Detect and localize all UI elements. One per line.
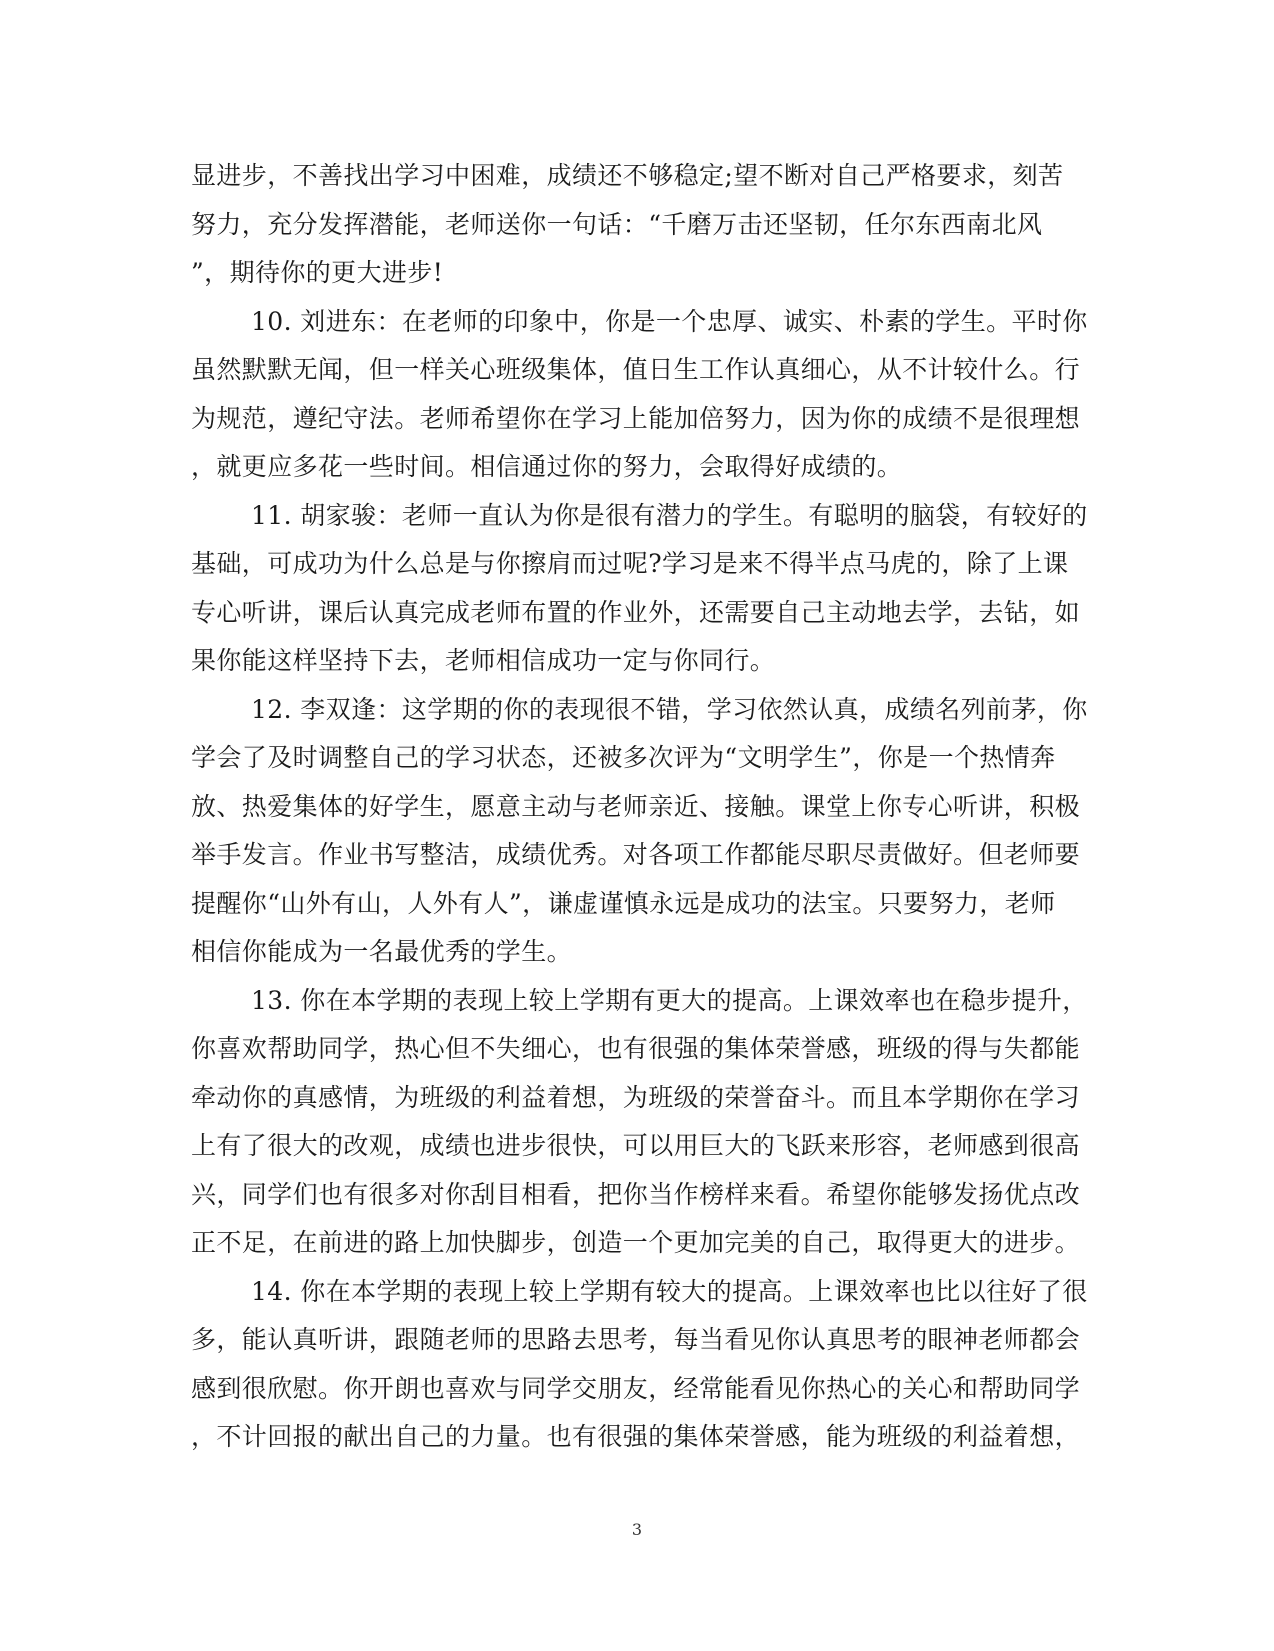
paragraph-start-line: 14. 你在本学期的表现上较上学期有较大的提高。上课效率也比以往好了很 — [251, 1276, 1088, 1306]
page-number: 3 — [631, 1520, 643, 1539]
paragraph-start-line: 10. 刘进东：在老师的印象中，你是一个忠厚、诚实、朴素的学生。平时你 — [251, 306, 1088, 336]
text-line: 多，能认真听讲，跟随老师的思路去思考，每当看见你认真思考的眼神老师都会 — [191, 1325, 1081, 1354]
text-line: 你喜欢帮助同学，热心但不失细心，也有很强的集体荣誉感，班级的得与失都能 — [191, 1034, 1081, 1063]
text-line: 果你能这样坚持下去，老师相信成功一定与你同行。 — [191, 646, 776, 675]
text-line: 努力，充分发挥潜能，老师送你一句话：“千磨万击还坚韧，任尔东西南北风 — [191, 209, 1043, 239]
paragraph-start-line: 11. 胡家骏：老师一直认为你是很有潜力的学生。有聪明的脑袋，有较好的 — [251, 500, 1088, 530]
text-line: 学会了及时调整自己的学习状态，还被多次评为“文明学生”，你是一个热情奔 — [191, 743, 1056, 772]
text-line: 为规范，遵纪守法。老师希望你在学习上能加倍努力，因为你的成绩不是很理想 — [191, 403, 1081, 433]
text-line: ”，期待你的更大进步! — [191, 258, 444, 287]
text-line: 专心听讲，课后认真完成老师布置的作业外，还需要自己主动地去学，去钻，如 — [191, 597, 1081, 627]
text-line: 相信你能成为一名最优秀的学生。 — [191, 937, 573, 966]
paragraph-start-line: 13. 你在本学期的表现上较上学期有更大的提高。上课效率也在稳步提升， — [251, 985, 1088, 1015]
text-line: 虽然默默无闻，但一样关心班级集体，值日生工作认真细心，从不计较什么。行 — [191, 355, 1081, 384]
text-line: ，不计回报的献出自己的力量。也有很强的集体荣誉感，能为班级的利益着想， — [191, 1422, 1081, 1451]
body-text — [191, 152, 1088, 1462]
text-line: 感到很欣慰。你开朗也喜欢与同学交朋友，经常能看见你热心的关心和帮助同学 — [191, 1373, 1081, 1403]
paragraph-start-line: 12. 李双逢：这学期的你的表现很不错，学习依然认真，成绩名列前茅，你 — [251, 694, 1088, 724]
text-line: 基础，可成功为什么总是与你擦肩而过呢?学习是来不得半点马虎的，除了上课 — [191, 549, 1069, 578]
text-line: 放、热爱集体的好学生，愿意主动与老师亲近、接触。课堂上你专心听讲，积极 — [191, 791, 1081, 821]
text-line: 举手发言。作业书写整洁，成绩优秀。对各项工作都能尽职尽责做好。但老师要 — [191, 840, 1081, 869]
text-line: 兴，同学们也有很多对你刮目相看，把你当作榜样来看。希望你能够发扬优点改 — [191, 1179, 1081, 1209]
text-line: 牵动你的真感情，为班级的利益着想，为班级的荣誉奋斗。而且本学期你在学习 — [191, 1082, 1081, 1112]
text-line: 提醒你“山外有山，人外有人”，谦虚谨慎永远是成功的法宝。只要努力，老师 — [191, 888, 1056, 918]
text-line: 正不足，在前进的路上加快脚步，创造一个更加完美的自己，取得更大的进步。 — [191, 1228, 1081, 1257]
text-line: 上有了很大的改观，成绩也进步很快，可以用巨大的飞跃来形容，老师感到很高 — [191, 1131, 1081, 1160]
text-line: ，就更应多花一些时间。相信通过你的努力，会取得好成绩的。 — [191, 452, 903, 481]
text-line: 显进步，不善找出学习中困难，成绩还不够稳定;望不断对自己严格要求，刻苦 — [191, 161, 1064, 190]
